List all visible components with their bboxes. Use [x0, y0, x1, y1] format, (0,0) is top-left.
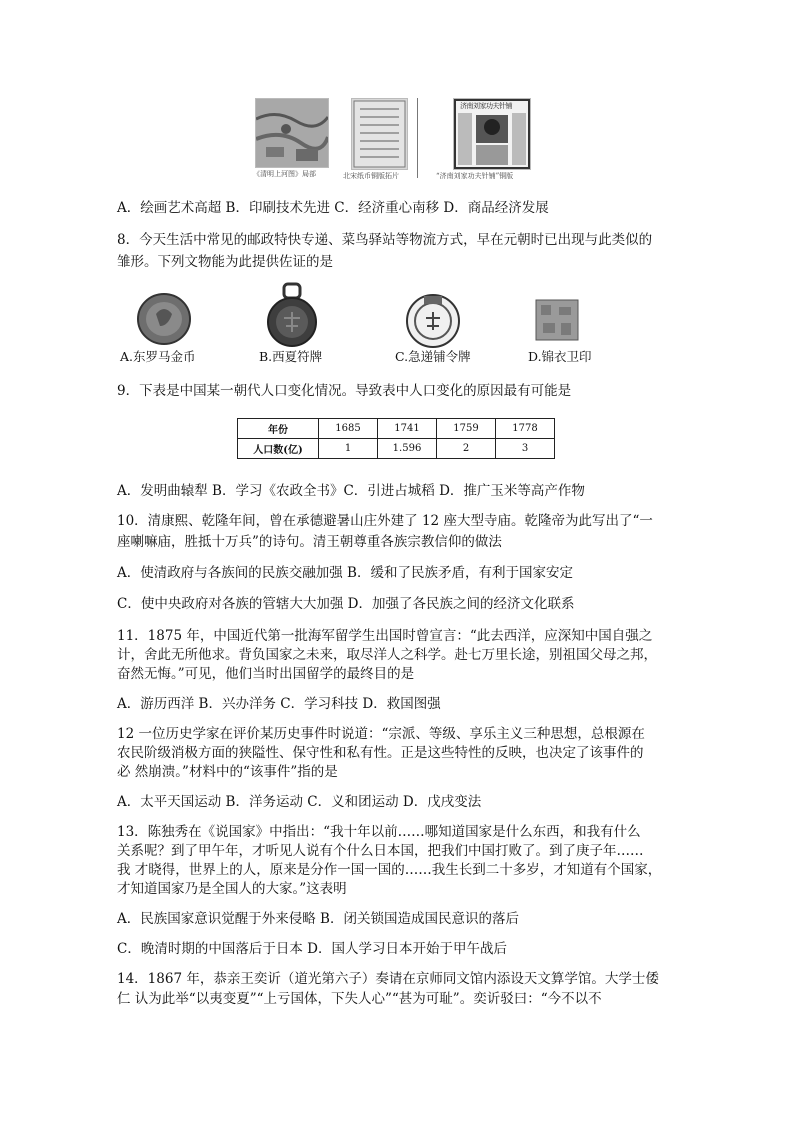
banknote-rubbing-image [351, 98, 408, 170]
western-xia-tally-image [264, 282, 320, 348]
q8-stem-line-1: 8．今天生活中常见的邮政特快专递、菜鸟驿站等物流方式，早在元朝时已出现与此类似的 [117, 232, 653, 248]
caption-qingming: 《清明上河图》局部 [253, 170, 316, 178]
q12-stem-line-2: 农民阶级消极方面的狭隘性、保守性和私有性。正是这些特性的反映，也决定了该事件的 [117, 745, 644, 761]
q13-stem-line-1: 13．陈独秀在《说国家》中指出：“我十年以前……哪知道国家是什么东西，和我有什么 [117, 824, 641, 840]
q14-stem-line-1: 14．1867 年，恭亲王奕䜣（道光第六子）奏请在京师同文馆内添设天文算学馆。大学士倭 [117, 971, 659, 987]
table-row-population [238, 439, 555, 459]
table-cell-year: 1759 [437, 419, 496, 439]
q11-stem-line-2: 计，舍此无所他求。背负国家之未来，取尽洋人之科学。赴七万里长途，别祖国父母之邦， [117, 647, 657, 663]
q10-stem-line-1: 10．清康熙、乾隆年间，曾在承德避暑山庄外建了 12 座大型寺庙。乾隆帝为此写出了“一 [117, 513, 653, 529]
relic-label-c: C.急递铺令牌 [395, 349, 471, 364]
q13-options-line-2: C．晚清时期的中国落后于日本 D．国人学习日本开始于甲午战后 [117, 941, 507, 957]
image-divider [417, 98, 418, 178]
liujia-needle-shop-image [453, 98, 531, 170]
q8-stem-line-2: 雏形。下列文物能为此提供佐证的是 [117, 254, 333, 270]
population-table [237, 418, 555, 459]
q11-stem-line-1: 11．1875 年，中国近代第一批海军留学生出国时曾宣言：“此去西洋，应深知中国自强之 [117, 628, 653, 644]
needle-shop-sign-text: 济南刘家功夫针铺 [460, 102, 512, 110]
q10-options-line-1: A．使清政府与各族间的民族交融加强 B．缓和了民族矛盾，有利于国家安定 [117, 565, 573, 581]
imperial-guard-seal-image [535, 299, 579, 341]
table-cell-population: 2 [437, 439, 496, 459]
caption-banknote: 北宋纸币铜版拓片 [343, 172, 399, 180]
q12-stem-line-3: 必 然崩溃。”材料中的“该事件”指的是 [117, 764, 338, 780]
q9-options: A．发明曲辕犁 B．学习《农政全书》C．引进占城稻 D．推广玉米等高产作物 [117, 483, 585, 499]
q11-stem-line-3: 奋然无悔。”可见，他们当时出国留学的最终目的是 [117, 666, 415, 682]
relic-label-d: D.锦衣卫印 [528, 349, 592, 364]
q10-options-line-2: C．使中央政府对各族的管辖大大加强 D．加强了各民族之间的经济文化联系 [117, 596, 575, 612]
q9-stem: 9．下表是中国某一朝代人口变化情况。导致表中人口变化的原因最有可能是 [117, 383, 572, 399]
table-cell-year: 1685 [319, 419, 378, 439]
q12-options: A．太平天国运动 B．洋务运动 C．义和团运动 D．戊戌变法 [117, 794, 482, 810]
q12-stem-line-1: 12 一位历史学家在评价某历史事件时说道：“宗派、等级、享乐主义三种思想，总根源在 [117, 726, 645, 742]
q7-options: A．绘画艺术高超 B．印刷技术先进 C．经济重心南移 D．商品经济发展 [117, 200, 549, 216]
relic-label-b: B.西夏符牌 [259, 349, 323, 364]
qingming-painting-art [256, 99, 328, 167]
table-row-years [238, 419, 555, 439]
q13-options-line-1: A．民族国家意识觉醒于外来侵略 B．闭关锁国造成国民意识的落后 [117, 911, 519, 927]
q13-stem-line-2: 关系呢？到了甲午年，才听见人说有个什么日本国，把我们中国打败了。到了庚子年…… [117, 843, 644, 859]
q14-stem-line-2: 仁 认为此举“以夷变夏”“上亏国体，下失人心”“甚为可耻”。奕䜣驳曰：“今不以不 [117, 991, 602, 1007]
table-cell-year: 1741 [378, 419, 437, 439]
banknote-rubbing-art [352, 99, 407, 169]
byzantine-gold-coin-image [136, 292, 192, 346]
table-cell-population: 1.596 [378, 439, 437, 459]
q13-stem-line-3: 我 才晓得，世界上的人，原来是分作一国一国的……我生长到二十多岁，才知道有个国家， [117, 862, 662, 878]
table-cell-population: 3 [496, 439, 555, 459]
relic-label-a: A.东罗马金币 [120, 349, 196, 364]
table-cell-year: 1778 [496, 419, 555, 439]
caption-needle-shop: “济南刘家功夫针铺”铜版 [436, 172, 514, 180]
courier-station-token-image [404, 292, 462, 350]
table-cell-population: 1 [319, 439, 378, 459]
q11-options: A．游历西洋 B．兴办洋务 C．学习科技 D．救国图强 [117, 696, 441, 712]
q10-stem-line-2: 座喇嘛庙，胜抵十万兵”的诗句。清王朝尊重各族宗教信仰的做法 [117, 534, 502, 550]
q13-stem-line-4: 才知道国家乃是全国人的大家。”这表明 [117, 881, 347, 897]
qingming-painting-image [255, 98, 329, 168]
table-header-year: 年份 [238, 419, 319, 439]
table-header-population: 人口数(亿) [238, 439, 319, 459]
